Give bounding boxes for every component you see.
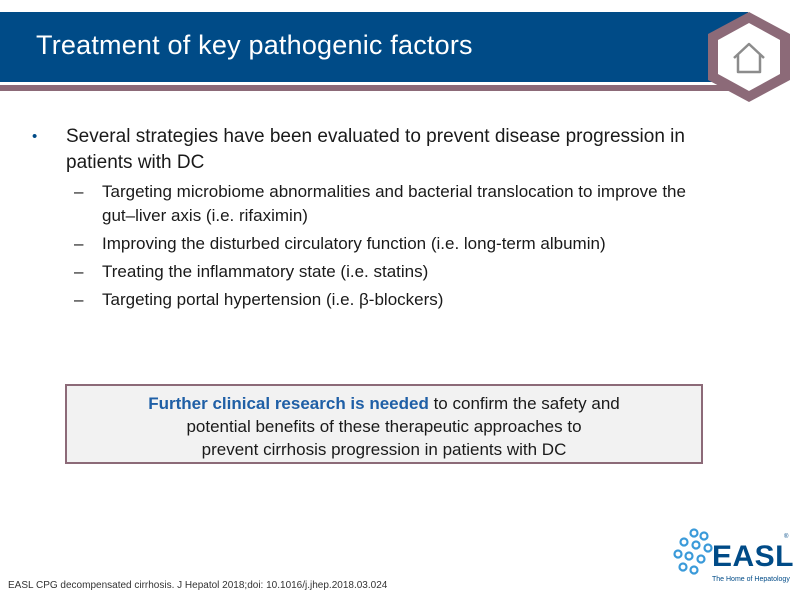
callout-line-1 bbox=[67, 392, 701, 415]
callout-line-1-rest: to confirm the safety and bbox=[428, 394, 620, 413]
sub-bullet-text: Treating the inflammatory state (i.e. statins) bbox=[102, 262, 429, 281]
sub-bullet bbox=[74, 232, 714, 256]
callout-line-2: potential benefits of these therapeutic approaches to bbox=[186, 417, 582, 436]
logo-tagline: The Home of Hepatology bbox=[712, 576, 790, 583]
sub-bullet-marker: – bbox=[74, 234, 84, 253]
sub-bullet bbox=[74, 260, 714, 284]
sub-bullet-text: Improving the disturbed circulatory function (i.e. long-term albumin) bbox=[102, 234, 606, 253]
sub-bullet bbox=[74, 180, 714, 228]
slide-title: Treatment of key pathogenic factors bbox=[36, 30, 473, 60]
footer-citation: EASL CPG decompensated cirrhosis. J Hepatol 2018;doi: 10.1016/j.jhep.2018.03.024 bbox=[8, 580, 388, 591]
callout-emphasis: Further clinical research is needed bbox=[148, 394, 429, 413]
bullet-marker: • bbox=[32, 128, 38, 145]
callout-line-3: prevent cirrhosis progression in patients with DC bbox=[201, 440, 567, 459]
sub-bullet-text: Targeting microbiome abnormalities and bacterial translocation to improve the gut–liver axis (i.e. rifaximin) bbox=[102, 182, 686, 225]
title-underline bbox=[0, 85, 760, 91]
main-bullet-text: Several strategies have been evaluated to prevent disease progression in patients with DC bbox=[66, 126, 685, 173]
callout-box bbox=[65, 384, 703, 464]
sub-bullet-marker: – bbox=[74, 182, 84, 201]
sub-bullet-text: Targeting portal hypertension (i.e. β-blockers) bbox=[102, 290, 444, 309]
sub-bullet bbox=[74, 288, 714, 312]
home-icon bbox=[704, 10, 794, 104]
sub-bullet-list bbox=[74, 180, 714, 316]
home-button[interactable] bbox=[704, 10, 794, 104]
sub-bullet-marker: – bbox=[74, 262, 84, 281]
logo-wordmark: EASL bbox=[712, 540, 795, 573]
logo-registered-mark: ® bbox=[784, 534, 789, 540]
sub-bullet-marker: – bbox=[74, 290, 84, 309]
easl-logo bbox=[672, 526, 795, 588]
easl-dots-icon bbox=[672, 526, 716, 576]
